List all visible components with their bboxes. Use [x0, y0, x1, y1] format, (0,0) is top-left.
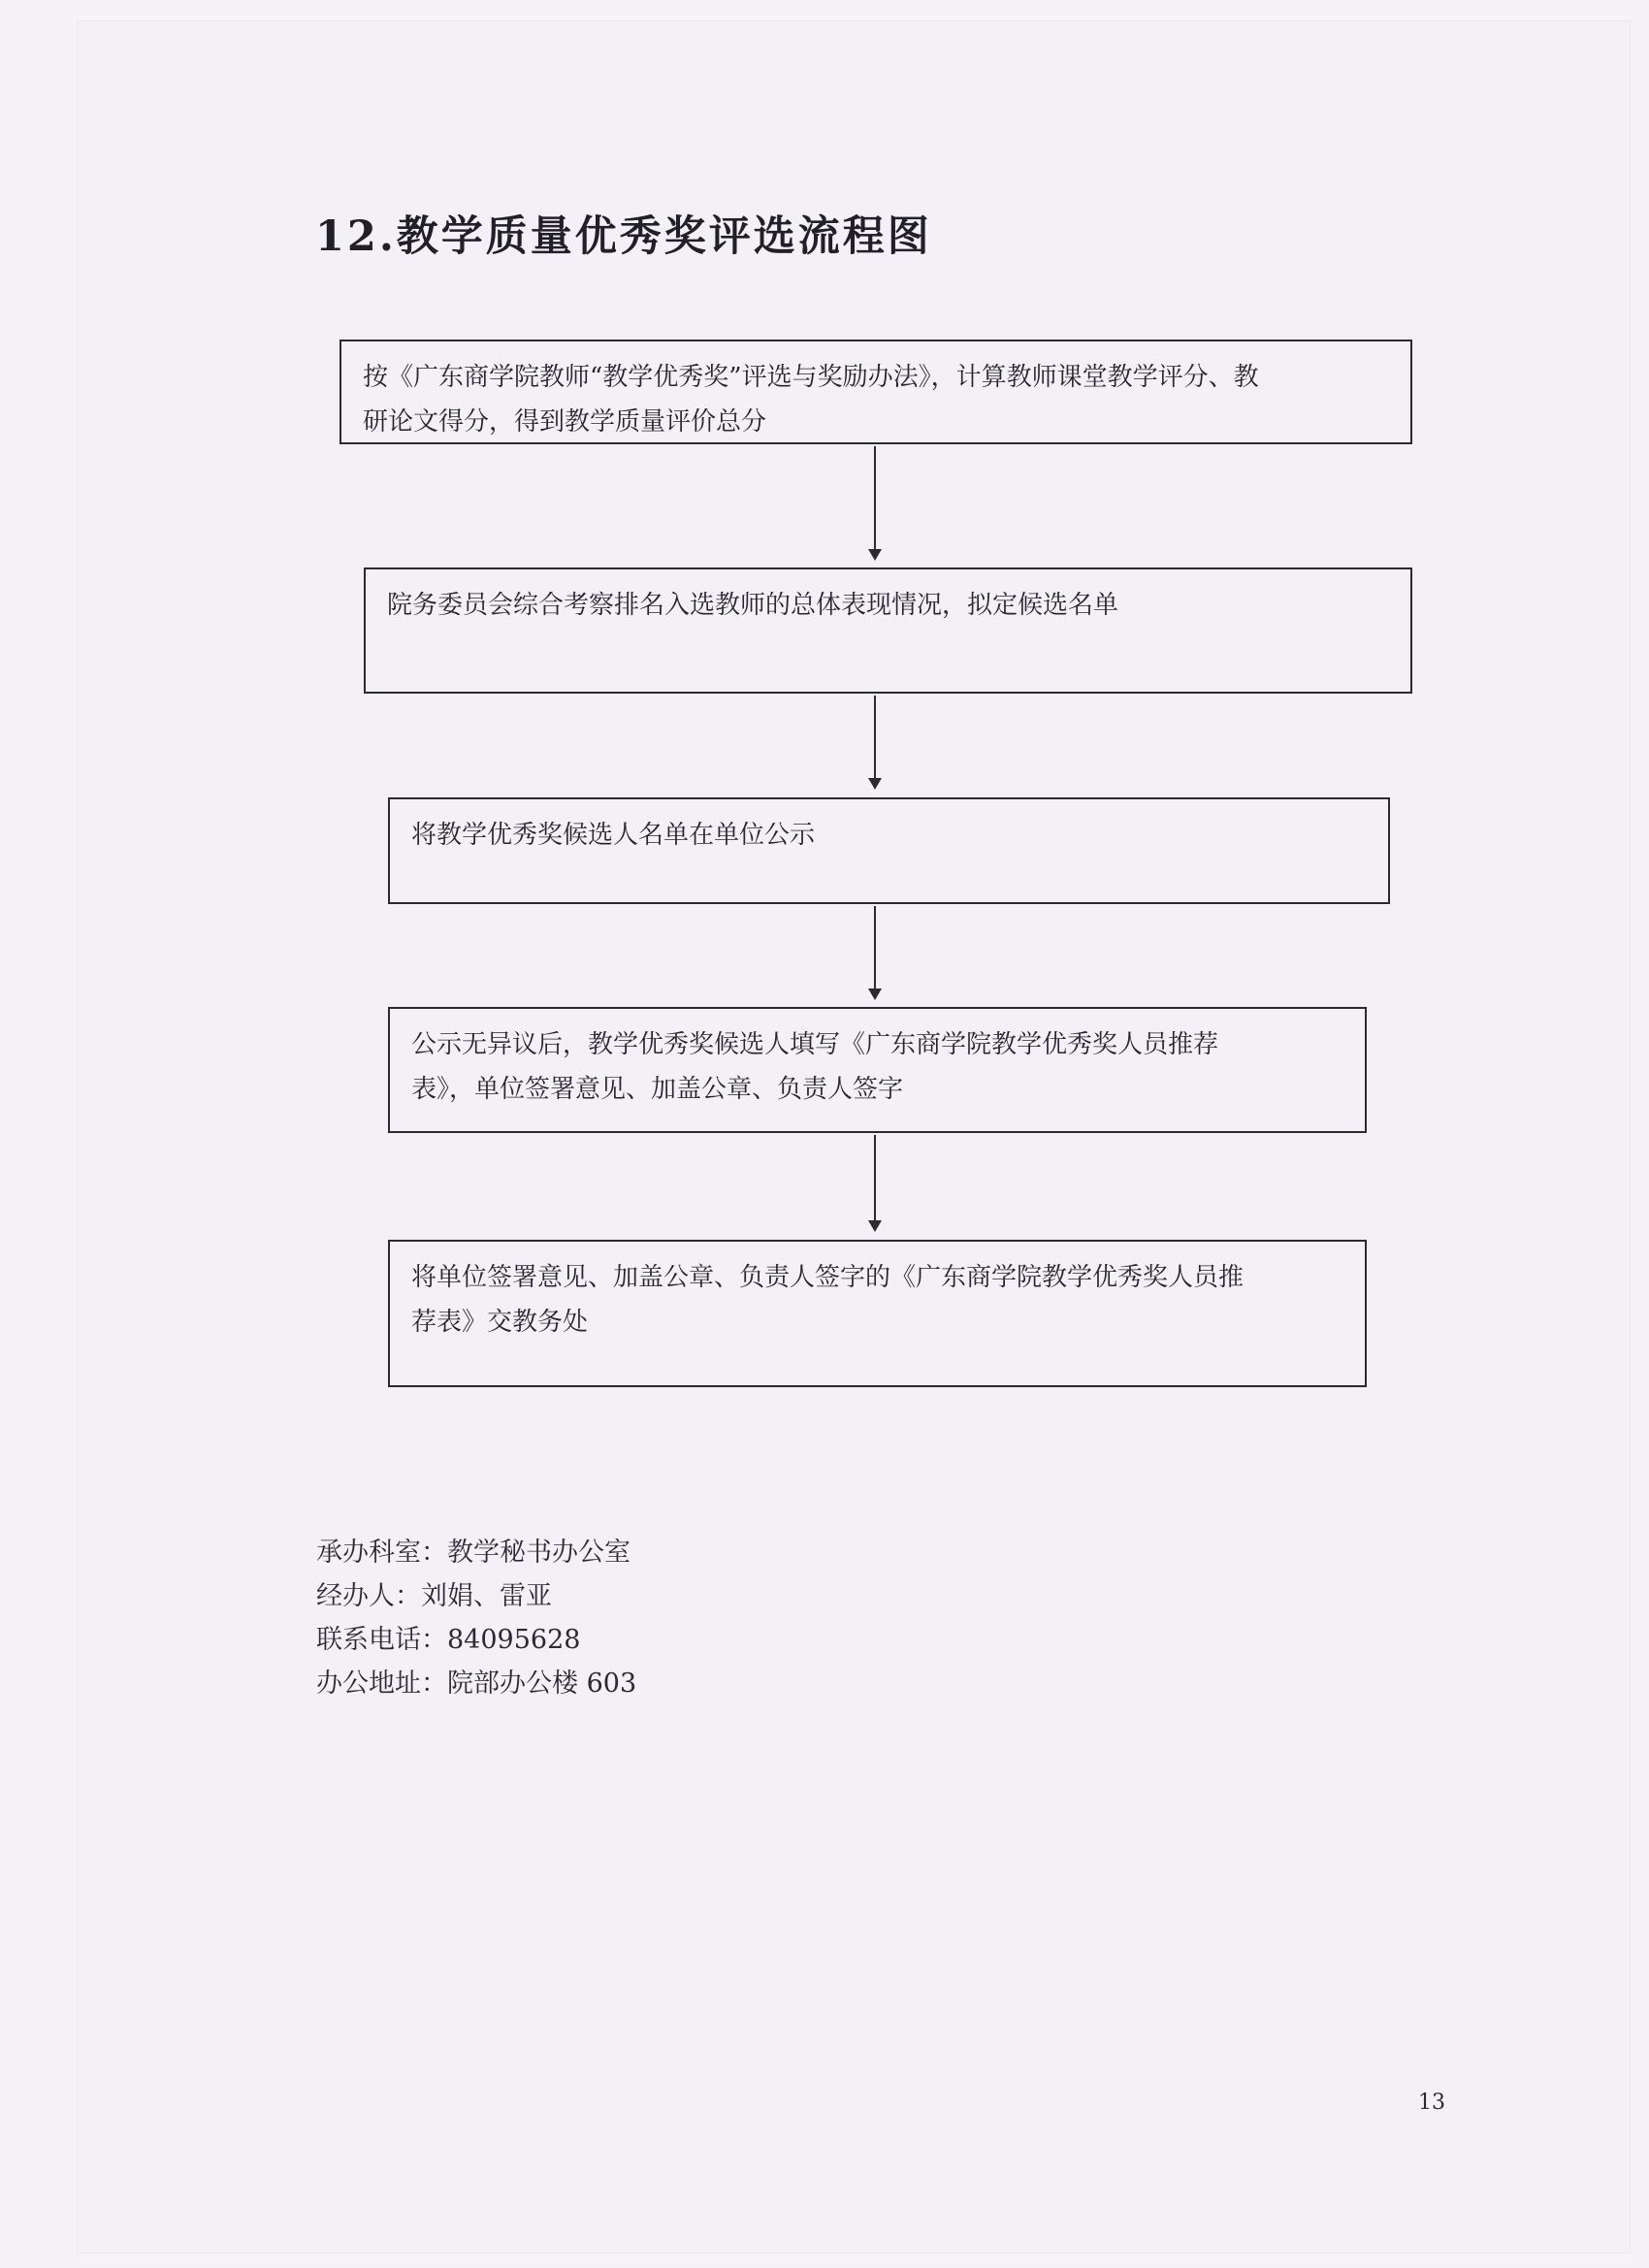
flow-step-4-line-2: 表》，单位签署意见、加盖公章、负责人签字: [411, 1075, 904, 1104]
flow-step-2-line-1: 院务委员会综合考察排名入选教师的总体表现情况，拟定候选名单: [387, 591, 1119, 620]
flow-step-5-line-2: 荐表》交教务处: [411, 1308, 589, 1337]
contact-handler-value: 刘娟、雷亚: [421, 1581, 552, 1611]
contact-office-label: 承办科室：: [316, 1538, 447, 1568]
flow-step-3: [388, 797, 1390, 904]
flow-step-1: [340, 340, 1412, 444]
flow-step-3-line-1: 将教学优秀奖候选人名单在单位公示: [411, 821, 816, 850]
contact-phone-value: 84095628: [447, 1625, 581, 1655]
contact-handler-label: 经办人：: [316, 1581, 421, 1611]
contact-phone: [316, 1618, 636, 1662]
contact-office-value: 教学秘书办公室: [447, 1538, 630, 1568]
contact-phone-label: 联系电话：: [316, 1625, 447, 1655]
contact-address-value: 院部办公楼 603: [447, 1669, 637, 1699]
page-title: 12.教学质量优秀奖评选流程图: [315, 212, 932, 261]
flow-step-2: [364, 567, 1412, 694]
flow-step-1-line-2: 研论文得分，得到教学质量评价总分: [363, 407, 767, 437]
flow-step-4: [388, 1007, 1367, 1133]
contact-info: [316, 1531, 636, 1705]
page-number: 13: [1418, 2090, 1445, 2115]
flow-step-1-line-1: 按《广东商学院教师“教学优秀奖”评选与奖励办法》，计算教师课堂教学评分、教: [363, 363, 1259, 392]
flow-step-5-line-1: 将单位签署意见、加盖公章、负责人签字的《广东商学院教学优秀奖人员推: [411, 1263, 1245, 1292]
flow-step-5: [388, 1240, 1367, 1387]
contact-address-label: 办公地址：: [316, 1669, 447, 1699]
contact-office: [316, 1531, 636, 1574]
contact-address: [316, 1662, 636, 1705]
flow-step-4-line-1: 公示无异议后，教学优秀奖候选人填写《广东商学院教学优秀奖人员推荐: [411, 1030, 1219, 1059]
contact-handler: [316, 1574, 636, 1618]
